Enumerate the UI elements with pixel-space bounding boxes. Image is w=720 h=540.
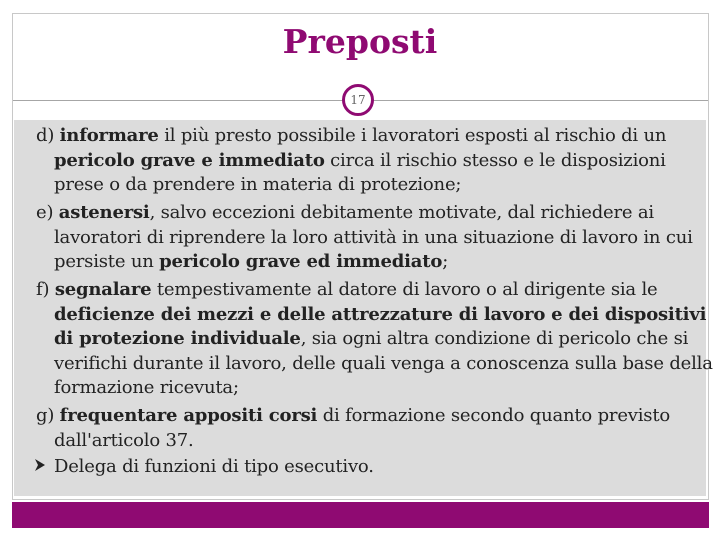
paragraph-d xyxy=(36,124,714,198)
bold-d-1: informare xyxy=(59,125,159,146)
marker-d: d) xyxy=(36,125,60,146)
marker-e: e) xyxy=(36,202,59,223)
marker-f: f) xyxy=(36,279,55,300)
bold-e-2: pericolo grave ed immediato xyxy=(159,251,443,272)
bold-f-1: segnalare xyxy=(54,279,152,300)
bold-g-1: frequentare appositi corsi xyxy=(59,405,318,426)
bold-f-2: deficienze dei mezzi e delle attrezzature di lavoro e dei dispositivi di protezione individuale xyxy=(54,303,707,349)
text-e-2: ; xyxy=(442,251,449,272)
text-d-2: circa il rischio stesso e le disposizioni prese o da prendere in materia di protezione; xyxy=(54,149,666,195)
text-f-1: tempestivamente al datore di lavoro o al dirigente sia le xyxy=(151,279,658,300)
bullet-item-delega: Delega di funzioni di tipo esecutivo. xyxy=(54,456,374,477)
paragraph-g xyxy=(36,404,714,453)
bold-e-1: astenersi xyxy=(58,202,150,223)
footer-bar xyxy=(12,502,709,528)
paragraph-f xyxy=(36,278,714,401)
text-d-1: il più presto possibile i lavoratori esposti al rischio di un xyxy=(158,125,667,146)
text-e-1: , salvo eccezioni debitamente motivate, dal richiedere ai lavoratori di riprendere la loro attività in una situazione di lavoro in cui persiste un xyxy=(54,202,693,272)
slide-title: Preposti xyxy=(282,22,438,61)
text-f-2: , sia ogni altra condizione di pericolo che si verifichi durante il lavoro, delle quali venga a conoscenza sulla base della formazione ricevuta; xyxy=(54,328,713,398)
slide-number-badge: 17 xyxy=(342,84,374,116)
paragraph-e xyxy=(36,201,714,275)
text-g-1: di formazione secondo quanto previsto dall'articolo 37. xyxy=(54,405,670,451)
marker-g: g) xyxy=(36,405,60,426)
bold-d-2: pericolo grave e immediato xyxy=(54,149,325,171)
